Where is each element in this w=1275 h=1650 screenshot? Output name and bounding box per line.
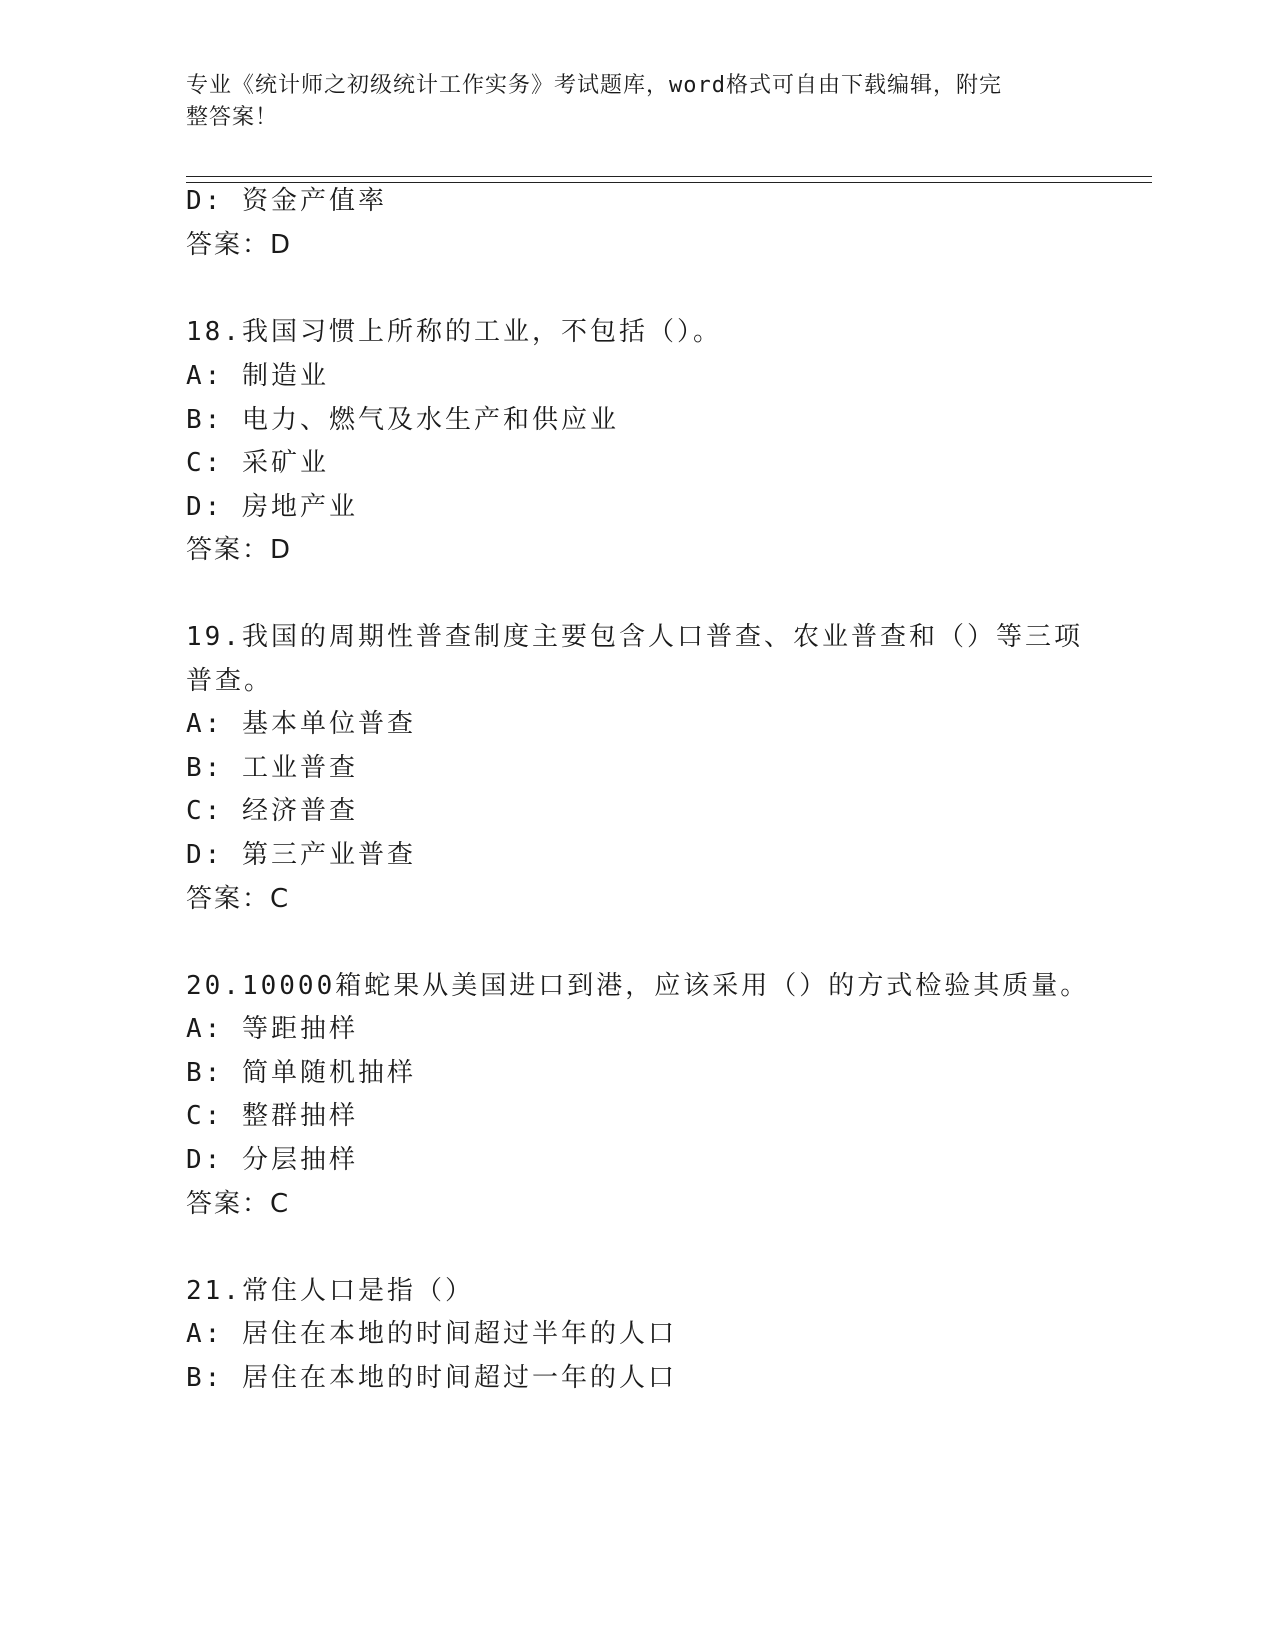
document-header	[186, 70, 1066, 134]
option-a-20: A: 等距抽样	[186, 1014, 358, 1044]
answer-19: 答案：C	[186, 884, 291, 914]
option-b-21: B: 居住在本地的时间超过一年的人口	[186, 1363, 677, 1393]
option-c-20: C: 整群抽样	[186, 1101, 358, 1131]
header-line-2: 整答案！	[186, 105, 279, 130]
question-18: 18.我国习惯上所称的工业，不包括（）。	[186, 317, 722, 347]
option-d-18: D: 房地产业	[186, 492, 358, 522]
answer-18: 答案：D	[186, 535, 293, 565]
option-d-19: D: 第三产业普查	[186, 840, 416, 870]
question-19-cont: 普查。	[186, 666, 274, 696]
option-b-20: B: 简单随机抽样	[186, 1058, 416, 1088]
answer-17: 答案：D	[186, 230, 293, 260]
question-20: 20.10000箱蛇果从美国进口到港，应该采用（）的方式检验其质量。	[186, 971, 1090, 1001]
option-a-19: A: 基本单位普查	[186, 709, 416, 739]
question-19: 19.我国的周期性普查制度主要包含人口普查、农业普查和（）等三项	[186, 622, 1083, 652]
option-b-18: B: 电力、燃气及水生产和供应业	[186, 405, 619, 435]
option-c-18: C: 采矿业	[186, 448, 329, 478]
option-d-17: D: 资金产值率	[186, 186, 387, 216]
answer-20: 答案：C	[186, 1189, 291, 1219]
question-21: 21.常住人口是指（）	[186, 1276, 474, 1306]
option-d-20: D: 分层抽样	[186, 1145, 358, 1175]
header-divider-bottom	[186, 182, 1152, 183]
header-divider-top	[186, 176, 1152, 177]
option-a-18: A: 制造业	[186, 361, 329, 391]
header-line-1: 专业《统计师之初级统计工作实务》考试题库，word格式可自由下载编辑，附完	[186, 73, 1002, 98]
option-c-19: C: 经济普查	[186, 796, 358, 826]
option-b-19: B: 工业普查	[186, 753, 358, 783]
option-a-21: A: 居住在本地的时间超过半年的人口	[186, 1319, 677, 1349]
